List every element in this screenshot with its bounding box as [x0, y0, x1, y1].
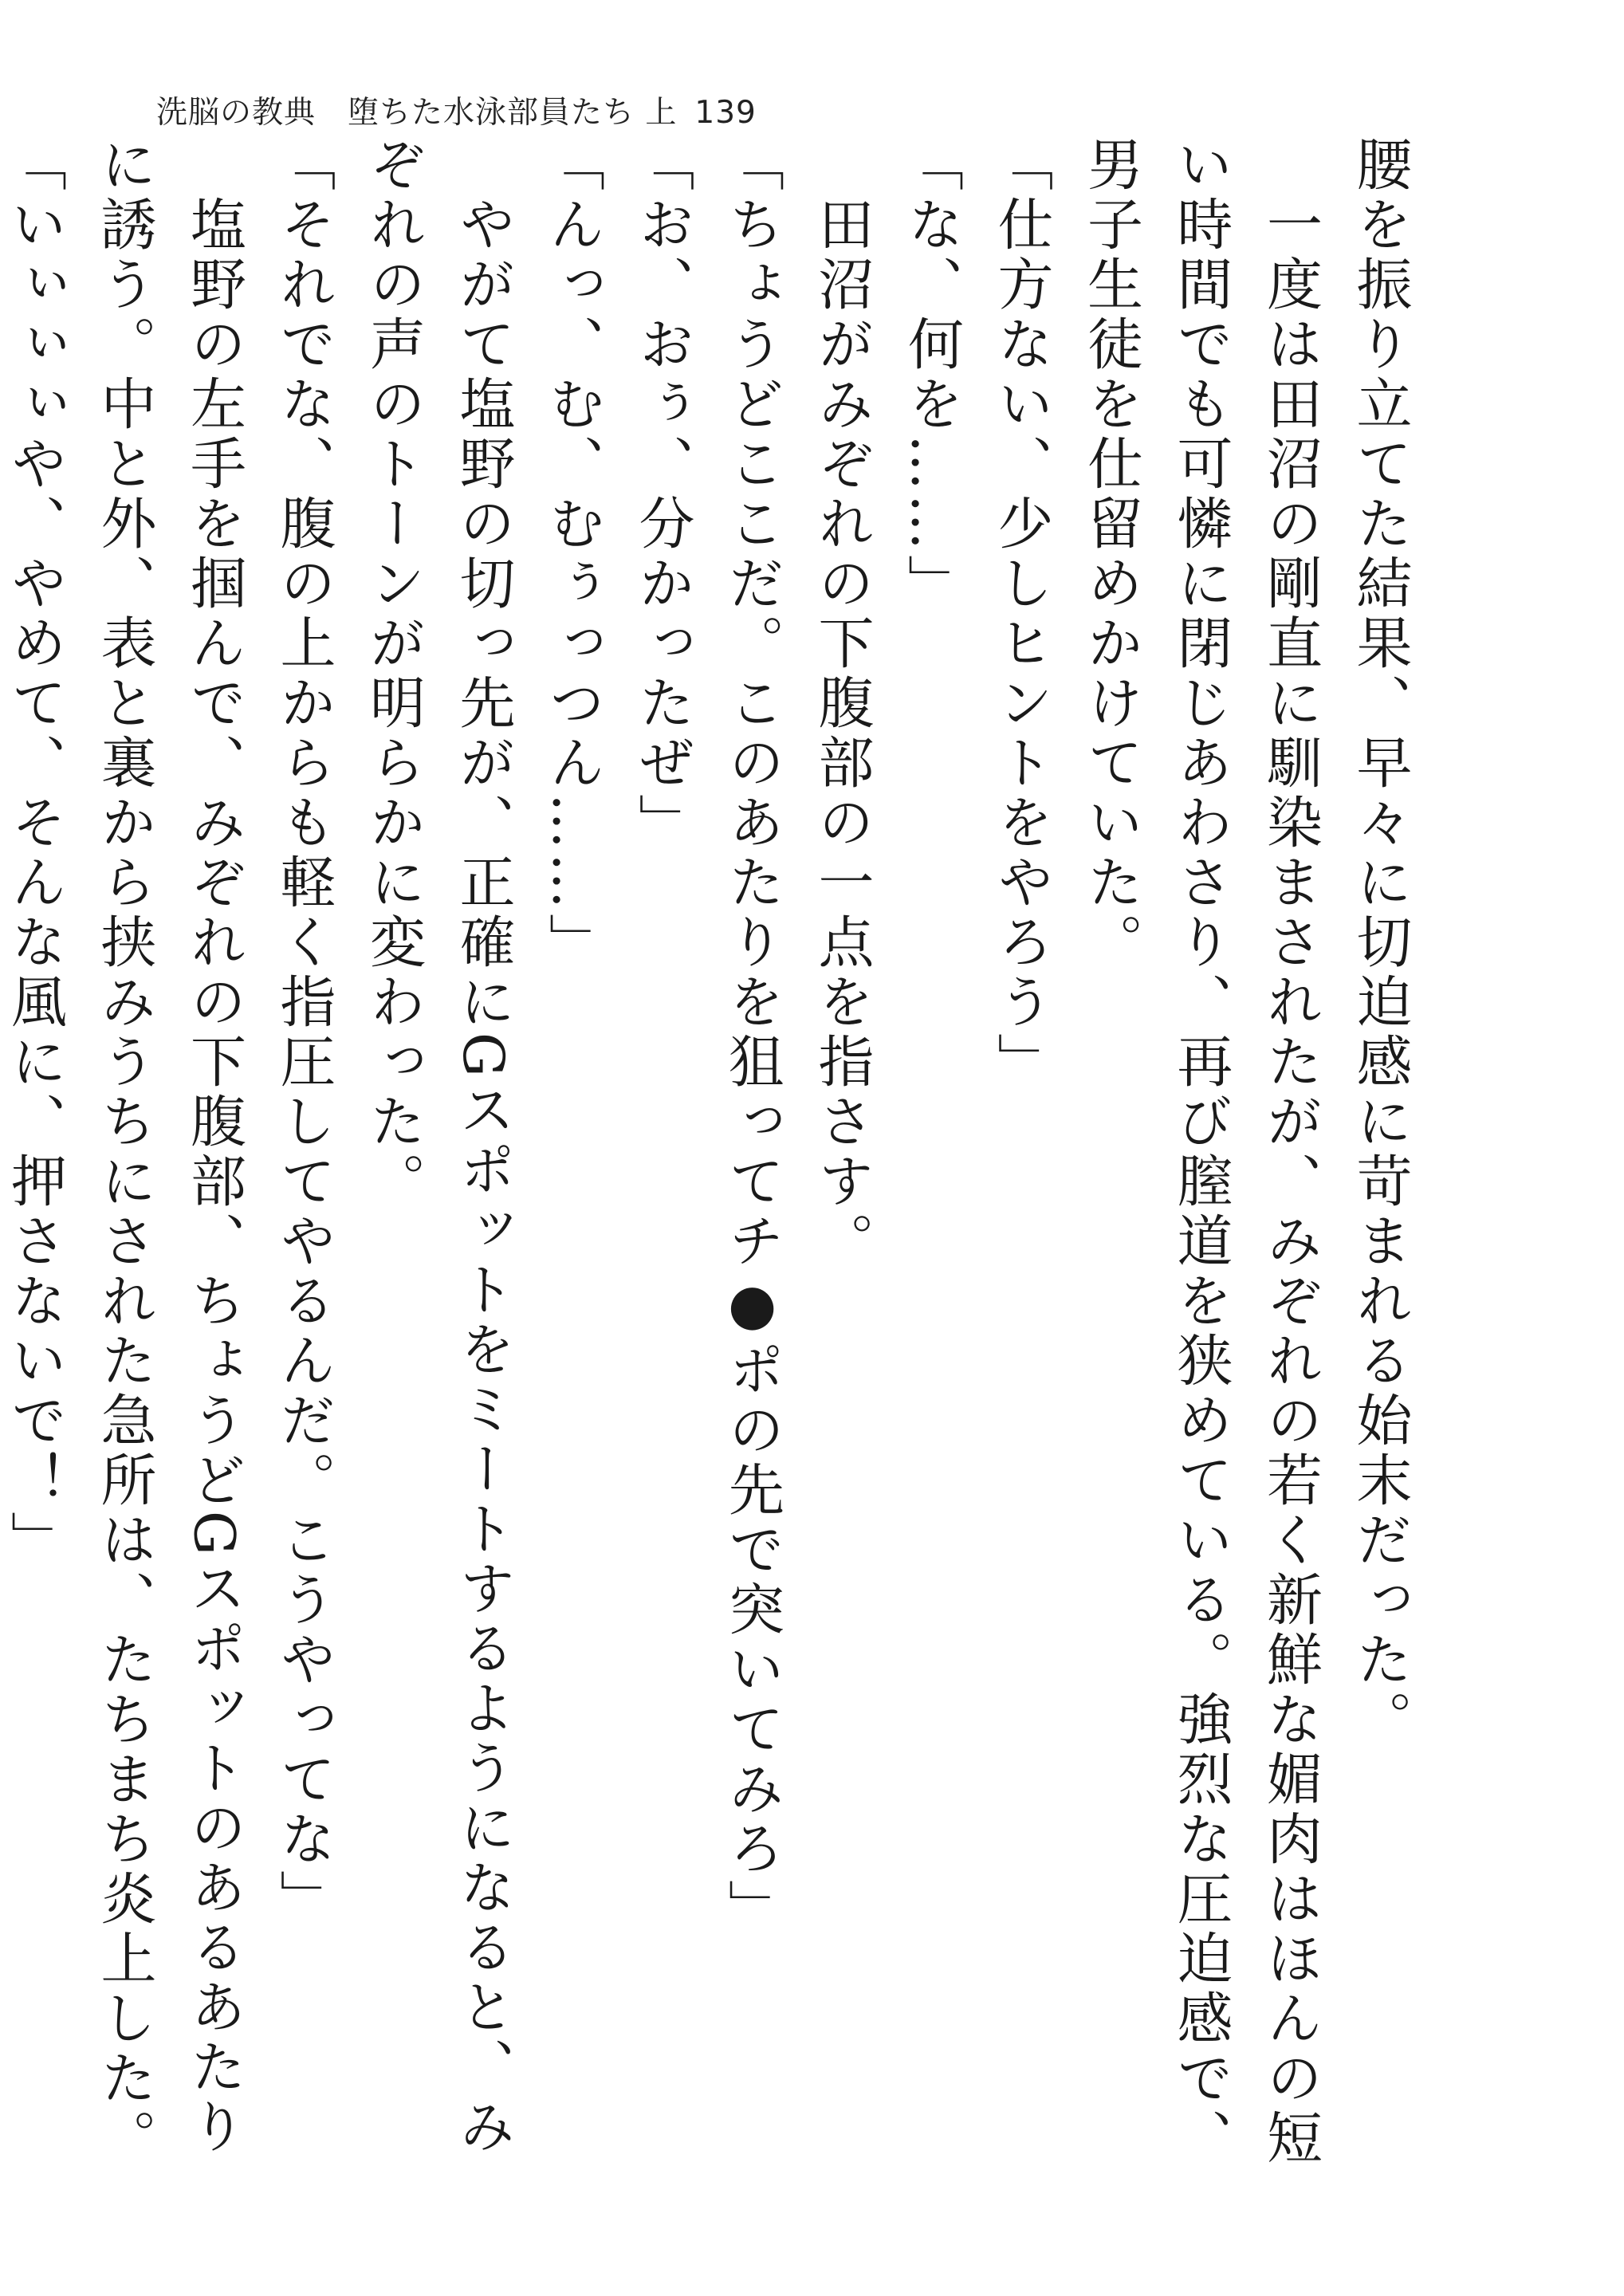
paragraph: 「な、何を……」: [899, 136, 965, 614]
paragraph: 「仕方ない、少しヒントをやろう」: [989, 136, 1054, 1092]
paragraph: 「お、おぅ、分かったぜ」: [630, 136, 695, 853]
book-title: 洗脳の教典 堕ちた水泳部員たち 上: [156, 95, 678, 131]
body-text: [0, 136, 1425, 2176]
paragraph: 田沼がみぞれの下腹部の一点を指さす。: [809, 136, 875, 1272]
paragraph: 腰を振り立てた結果、早々に切迫感に苛まれる始末だった。: [1347, 136, 1413, 1750]
paragraph: 「ちょうどここだ。このあたりを狙ってチ●ポの先で突いてみろ」: [719, 136, 785, 1939]
paragraph: やがて塩野の切っ先が、正確にGスポットをミートするようになると、みぞれの声のトーンが明らかに変わった。: [360, 136, 516, 2157]
paragraph: 「いぃぃぃや、やめて、そんな風に、押さないで！」: [2, 136, 68, 1571]
paragraph: 塩野の左手を掴んで、みぞれの下腹部、ちょうどGスポットのあるあたりに誘う。中と外、表と裏から挟みうちにされた急所は、たちまち炎上した。: [92, 136, 247, 2168]
page-number: 139: [694, 95, 757, 131]
paragraph: 「んっ、む、むぅっつん……」: [540, 136, 606, 973]
running-header: [156, 88, 757, 132]
paragraph: 「それでな、腹の上からも軽く指圧してやるんだ。こうやってな」: [271, 136, 336, 1929]
paragraph: 一度は田沼の剛直に馴染まされたが、みぞれの若く新鮮な媚肉はほんの短い時間でも可憐に閉じあわさり、再び膣道を狭めている。強烈な圧迫感で、男子生徒を仕留めかけていた。: [1078, 136, 1323, 2168]
